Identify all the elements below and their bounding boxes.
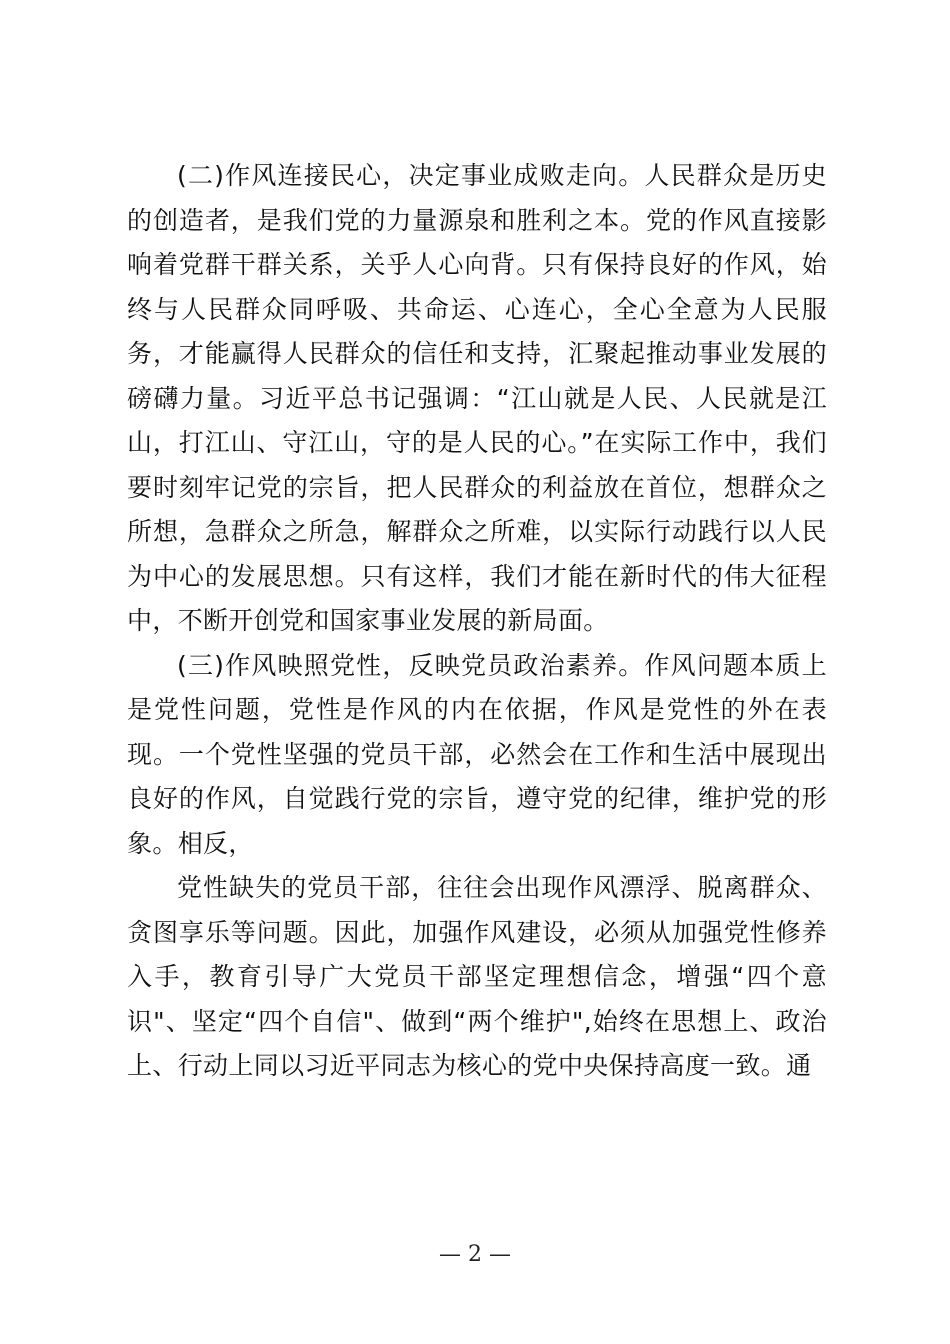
paragraph-party-spirit-cultivation: 党性缺失的党员干部，往往会出现作风漂浮、脱离群众、贪图享乐等问题。因此，加强作风建设，必须从加强党性修养入手，教育引导广大党员干部坚定理想信念，增强“四个意识"、坚定“四个自信"、做到“两个维护",始终在思想上、政治上、行动上同以习近平同志为核心的党中央保持高度一致。通	[127, 873, 827, 1080]
paragraph-work-style-party-spirit: (三)作风映照党性，反映党员政治素养。作风问题本质上是党性问题，党性是作风的内在依据，作风是党性的外在表现。一个党性坚强的党员干部，必然会在工作和生活中展现出良好的作风，自觉践行党的宗旨，遵守党的纪律，维护党的形象。相反，	[127, 650, 827, 858]
document-body	[127, 154, 827, 1089]
paragraph-work-style-people: (二)作风连接民心，决定事业成败走向。人民群众是历史的创造者，是我们党的力量源泉和胜利之本。党的作风直接影响着党群干群关系，关乎人心向背。只有保持良好的作风，始终与人民群众同呼吸、共命运、心连心，全心全意为人民服务，才能赢得人民群众的信任和支持，汇聚起推动事业发展的磅礴力量。习近平总书记强调：“江山就是人民、人民就是江山，打江山、守江山，守的是人民的心。”在实际工作中，我们要时刻牢记党的宗旨，把人民群众的利益放在首位，想群众之所想，急群众之所急，解群众之所难，以实际行动践行以人民为中心的发展思想。只有这样，我们才能在新时代的伟大征程中，不断开创党和国家事业发展的新局面。	[127, 161, 827, 635]
page-number: — 2 —	[439, 1242, 511, 1267]
